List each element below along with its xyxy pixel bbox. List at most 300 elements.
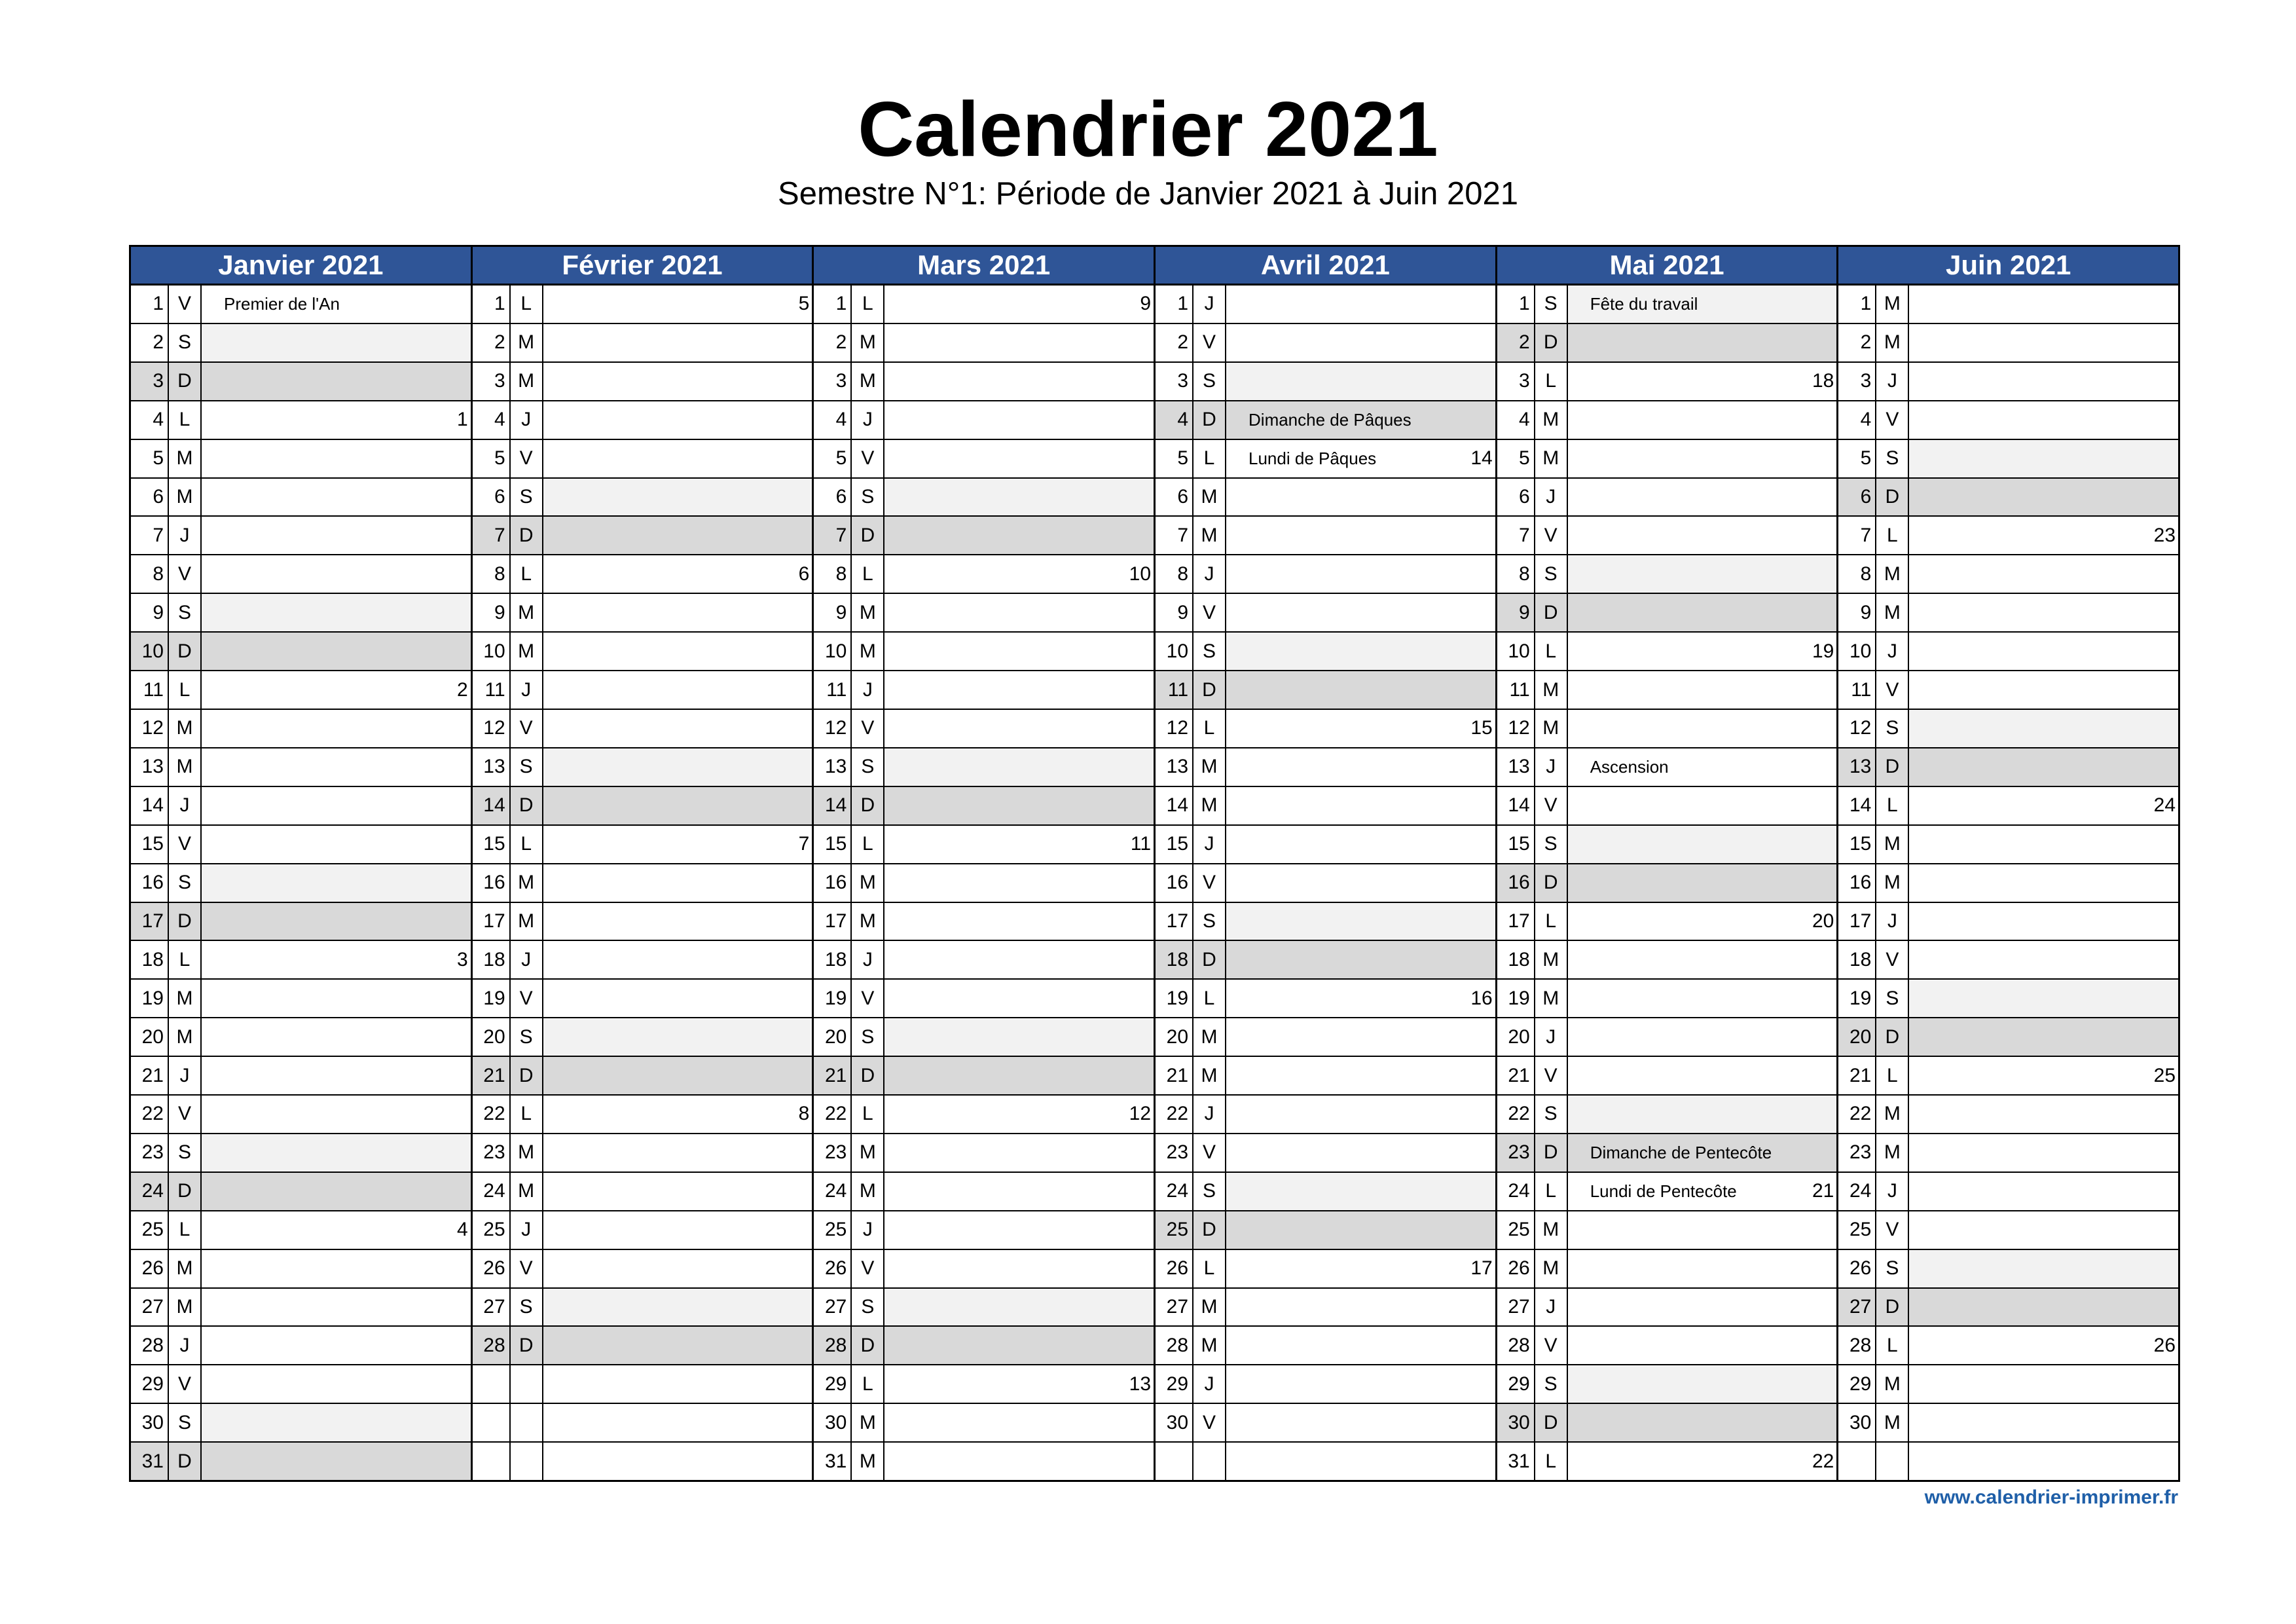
day-number: 19 — [1166, 987, 1189, 1009]
day-number: 3 — [1177, 370, 1189, 392]
day-row — [1497, 517, 1837, 555]
day-number: 30 — [141, 1411, 164, 1433]
weekday-letter: M — [850, 363, 883, 400]
day-row — [1156, 710, 1495, 748]
day-row — [1497, 633, 1837, 671]
day-row — [1838, 1250, 2178, 1289]
day-number: 17 — [824, 910, 847, 932]
day-info — [200, 980, 471, 1017]
day-info — [883, 1365, 1154, 1403]
day-number: 9 — [494, 601, 505, 623]
day-row — [1838, 594, 2178, 633]
empty-row — [1838, 1443, 2178, 1480]
day-row — [814, 1250, 1154, 1289]
day-row — [1497, 1289, 1837, 1327]
day-info — [883, 479, 1154, 516]
weekday-letter: V — [1192, 864, 1225, 902]
day-row — [814, 710, 1154, 748]
day-info — [1908, 1057, 2178, 1094]
day-info — [1225, 1211, 1495, 1249]
week-number: 12 — [1129, 1103, 1152, 1125]
day-number: 12 — [1849, 717, 1872, 739]
day-info — [1908, 1250, 2178, 1287]
day-row — [814, 671, 1154, 710]
day-number: 27 — [824, 1296, 847, 1318]
weekday-letter: J — [168, 517, 200, 554]
day-info — [1225, 826, 1495, 863]
day-info — [200, 671, 471, 709]
weekday-letter: M — [1534, 1211, 1567, 1249]
month-header: Février 2021 — [473, 247, 812, 286]
day-info — [200, 1327, 471, 1364]
day-info — [1567, 1404, 1837, 1441]
day-info — [1225, 1018, 1495, 1056]
day-info — [542, 324, 812, 361]
day-number: 16 — [141, 872, 164, 894]
week-number: 1 — [456, 409, 468, 431]
day-number: 10 — [1508, 640, 1530, 662]
week-number: 3 — [456, 948, 468, 970]
weekday-letter — [509, 1443, 542, 1480]
day-info — [883, 1404, 1154, 1441]
day-row — [1156, 1096, 1495, 1134]
day-info — [200, 633, 471, 670]
day-number: 18 — [1849, 948, 1872, 970]
day-number — [473, 1365, 509, 1403]
day-row — [814, 1134, 1154, 1173]
day-number: 29 — [1508, 1373, 1530, 1395]
weekday-letter: S — [509, 748, 542, 786]
day-number: 10 — [1849, 640, 1872, 662]
day-info — [1908, 1173, 2178, 1210]
day-row — [814, 633, 1154, 671]
day-number: 9 — [1860, 601, 1872, 623]
weekday-letter: M — [850, 633, 883, 670]
day-number: 17 — [1849, 910, 1872, 932]
weekday-letter: J — [1875, 903, 1908, 940]
weekday-letter: V — [168, 1365, 200, 1403]
weekday-letter: V — [850, 710, 883, 747]
day-row — [814, 1404, 1154, 1443]
weekday-letter: M — [1534, 710, 1567, 747]
weekday-letter: L — [850, 555, 883, 593]
weekday-letter: D — [168, 1443, 200, 1480]
day-number: 3 — [1519, 370, 1530, 392]
day-info — [200, 479, 471, 516]
day-info — [1908, 748, 2178, 786]
day-info — [1908, 941, 2178, 978]
weekday-letter: M — [1534, 401, 1567, 439]
day-info — [200, 1057, 471, 1094]
day-row — [1838, 286, 2178, 324]
weekday-letter: D — [1875, 1289, 1908, 1326]
day-number: 7 — [153, 524, 164, 546]
day-number: 25 — [483, 1219, 505, 1241]
weekday-letter: D — [1534, 864, 1567, 902]
day-number: 23 — [824, 1141, 847, 1164]
day-info — [1567, 286, 1837, 323]
day-row — [1156, 826, 1495, 864]
month-days — [1838, 286, 2178, 1480]
day-info — [1908, 864, 2178, 902]
day-info — [200, 1018, 471, 1056]
day-number: 21 — [1508, 1064, 1530, 1086]
day-row — [1497, 671, 1837, 710]
day-row — [1156, 941, 1495, 980]
day-row — [473, 401, 812, 440]
day-number: 20 — [141, 1025, 164, 1048]
day-info — [1908, 671, 2178, 709]
day-row — [814, 401, 1154, 440]
day-info — [1908, 594, 2178, 631]
month-column — [1836, 247, 2178, 1480]
weekday-letter: M — [168, 980, 200, 1017]
weekday-letter: L — [168, 941, 200, 978]
day-row — [1156, 671, 1495, 710]
month-days — [131, 286, 471, 1480]
weekday-letter: S — [168, 1134, 200, 1172]
day-row — [1497, 594, 1837, 633]
weekday-letter: J — [850, 671, 883, 709]
day-row — [131, 1289, 471, 1327]
day-row — [1497, 1211, 1837, 1250]
day-row — [131, 517, 471, 555]
weekday-letter: M — [168, 748, 200, 786]
day-number: 1 — [1860, 293, 1872, 315]
weekday-letter: J — [1192, 1096, 1225, 1133]
weekday-letter: M — [509, 633, 542, 670]
day-number: 22 — [483, 1103, 505, 1125]
day-info — [1908, 1096, 2178, 1133]
day-info — [1225, 1404, 1495, 1441]
weekday-letter: V — [509, 440, 542, 477]
day-row — [1497, 1057, 1837, 1096]
weekday-letter: S — [850, 1289, 883, 1326]
day-number: 24 — [824, 1180, 847, 1202]
day-info — [200, 1134, 471, 1172]
holiday-label: Lundi de Pâques — [1248, 448, 1377, 468]
week-number: 10 — [1129, 563, 1152, 585]
day-number: 19 — [1849, 987, 1872, 1009]
weekday-letter: L — [1192, 440, 1225, 477]
day-info — [1908, 324, 2178, 361]
day-row — [1497, 903, 1837, 942]
weekday-letter: M — [1875, 1404, 1908, 1441]
day-number: 16 — [1497, 864, 1534, 902]
weekday-letter: S — [1875, 980, 1908, 1017]
weekday-letter: J — [1192, 1365, 1225, 1403]
weekday-letter: J — [1875, 363, 1908, 400]
day-row — [1156, 903, 1495, 942]
week-number: 15 — [1470, 717, 1493, 739]
day-row — [473, 1134, 812, 1173]
day-row — [814, 864, 1154, 903]
day-row — [131, 1365, 471, 1404]
day-row — [1497, 710, 1837, 748]
weekday-letter: L — [1534, 633, 1567, 670]
day-row — [473, 479, 812, 517]
weekday-letter: S — [1534, 1365, 1567, 1403]
day-info — [1225, 517, 1495, 554]
day-row — [814, 1327, 1154, 1365]
day-info — [1908, 1404, 2178, 1441]
month-header: Janvier 2021 — [131, 247, 471, 286]
day-row — [1838, 1057, 2178, 1096]
weekday-letter: D — [168, 633, 200, 670]
weekday-letter — [1875, 1443, 1908, 1480]
day-row — [1838, 1211, 2178, 1250]
day-number: 28 — [1508, 1334, 1530, 1356]
day-row — [1838, 1404, 2178, 1443]
day-number: 20 — [824, 1025, 847, 1048]
day-row — [131, 633, 471, 671]
day-row — [814, 1289, 1154, 1327]
day-info — [1908, 1327, 2178, 1364]
weekday-letter: M — [1875, 864, 1908, 902]
day-number: 5 — [1519, 447, 1530, 470]
day-info — [1567, 1327, 1837, 1364]
weekday-letter: M — [1534, 941, 1567, 978]
weekday-letter: M — [850, 1404, 883, 1441]
day-info — [1567, 1289, 1837, 1326]
day-info — [1908, 1211, 2178, 1249]
day-number: 8 — [835, 563, 847, 585]
day-info — [1567, 1173, 1837, 1210]
weekday-letter: M — [1875, 594, 1908, 631]
day-number: 17 — [131, 903, 168, 940]
day-row — [1497, 401, 1837, 440]
day-info — [883, 980, 1154, 1017]
day-number: 26 — [1166, 1257, 1189, 1280]
weekday-letter: V — [1192, 1134, 1225, 1172]
day-info — [1225, 1289, 1495, 1326]
day-info — [1225, 633, 1495, 670]
day-row — [1838, 324, 2178, 363]
day-row — [1156, 517, 1495, 555]
day-info — [200, 324, 471, 361]
day-info — [542, 1018, 812, 1056]
weekday-letter: M — [509, 1134, 542, 1172]
weekday-letter: S — [168, 594, 200, 631]
weekday-letter: J — [168, 1057, 200, 1094]
day-number: 16 — [483, 872, 505, 894]
day-row — [473, 1018, 812, 1057]
weekday-letter: V — [1875, 941, 1908, 978]
day-number: 8 — [1860, 563, 1872, 585]
day-number: 31 — [131, 1443, 168, 1480]
day-number: 23 — [1166, 1141, 1189, 1164]
day-info — [200, 555, 471, 593]
weekday-letter: J — [1192, 286, 1225, 323]
weekday-letter: M — [168, 440, 200, 477]
day-row — [1497, 1404, 1837, 1443]
day-info — [200, 903, 471, 940]
day-row — [1497, 1173, 1837, 1211]
weekday-letter: D — [850, 1057, 883, 1094]
day-row — [1497, 324, 1837, 363]
day-info — [1567, 594, 1837, 631]
day-info — [1908, 363, 2178, 400]
weekday-letter — [509, 1365, 542, 1403]
day-info — [1908, 980, 2178, 1017]
day-info — [1567, 363, 1837, 400]
day-row — [814, 594, 1154, 633]
weekday-letter: J — [1875, 633, 1908, 670]
day-number: 2 — [1177, 331, 1189, 354]
day-number: 2 — [835, 331, 847, 354]
empty-row — [473, 1365, 812, 1404]
weekday-letter: D — [1534, 594, 1567, 631]
day-info — [1567, 941, 1837, 978]
day-row — [1156, 479, 1495, 517]
day-row — [1497, 440, 1837, 479]
day-number: 15 — [1166, 833, 1189, 855]
holiday-label: Premier de l'An — [224, 293, 340, 314]
day-number: 25 — [1156, 1211, 1192, 1249]
weekday-letter: L — [509, 826, 542, 863]
weekday-letter: D — [509, 1057, 542, 1094]
day-row — [1838, 864, 2178, 903]
weekday-letter: D — [1192, 401, 1225, 439]
weekday-letter: S — [168, 1404, 200, 1441]
day-row — [1838, 633, 2178, 671]
day-info — [883, 787, 1154, 824]
day-number: 11 — [1851, 678, 1872, 701]
day-info — [542, 555, 812, 593]
day-info — [1225, 286, 1495, 323]
holiday-label: Fête du travail — [1590, 293, 1698, 314]
weekday-letter: S — [1875, 710, 1908, 747]
weekday-letter: L — [1875, 787, 1908, 824]
day-info — [883, 671, 1154, 709]
day-info — [1908, 1365, 2178, 1403]
week-number: 8 — [798, 1103, 810, 1125]
weekday-letter: L — [1875, 1327, 1908, 1364]
day-row — [1156, 555, 1495, 594]
day-number: 11 — [484, 678, 505, 701]
weekday-letter: S — [509, 1289, 542, 1326]
day-number: 10 — [483, 640, 505, 662]
day-number: 11 — [826, 678, 847, 701]
day-info — [200, 363, 471, 400]
day-row — [131, 1096, 471, 1134]
day-number: 28 — [814, 1327, 850, 1364]
holiday-label: Lundi de Pentecôte — [1590, 1181, 1737, 1201]
day-row — [1156, 286, 1495, 324]
weekday-letter: M — [850, 903, 883, 940]
day-row — [131, 1327, 471, 1365]
day-number: 8 — [1177, 563, 1189, 585]
day-info — [1908, 1443, 2178, 1480]
day-row — [473, 517, 812, 555]
weekday-letter: D — [1875, 1018, 1908, 1056]
day-row — [131, 1404, 471, 1443]
day-info — [1908, 903, 2178, 940]
week-number: 7 — [798, 833, 810, 855]
day-row — [1838, 941, 2178, 980]
day-row — [473, 748, 812, 787]
day-number: 20 — [483, 1025, 505, 1048]
day-number: 13 — [824, 756, 847, 778]
weekday-letter: M — [1875, 1096, 1908, 1133]
day-info — [542, 1365, 812, 1403]
day-info — [542, 1327, 812, 1364]
weekday-letter: M — [1875, 826, 1908, 863]
weekday-letter: V — [1534, 787, 1567, 824]
day-info — [542, 1404, 812, 1441]
weekday-letter: V — [850, 980, 883, 1017]
day-row — [1156, 1250, 1495, 1289]
day-row — [131, 1134, 471, 1173]
day-row — [1497, 864, 1837, 903]
week-number: 17 — [1470, 1257, 1493, 1280]
day-info — [542, 787, 812, 824]
day-info — [1225, 1365, 1495, 1403]
day-number: 14 — [1508, 794, 1530, 817]
day-row — [1838, 440, 2178, 479]
day-number: 21 — [814, 1057, 850, 1094]
day-number: 20 — [1166, 1025, 1189, 1048]
day-info — [883, 555, 1154, 593]
day-row — [1156, 1365, 1495, 1404]
weekday-letter: J — [850, 401, 883, 439]
weekday-letter: D — [1192, 941, 1225, 978]
day-info — [1567, 864, 1837, 902]
day-row — [814, 748, 1154, 787]
day-row — [473, 787, 812, 826]
day-row — [814, 787, 1154, 826]
weekday-letter: M — [509, 594, 542, 631]
day-info — [1225, 1173, 1495, 1210]
day-number: 12 — [1166, 717, 1189, 739]
day-info — [883, 826, 1154, 863]
day-row — [1838, 980, 2178, 1018]
day-number: 3 — [1860, 370, 1872, 392]
day-info — [883, 1250, 1154, 1287]
day-info — [542, 517, 812, 554]
week-number: 26 — [2153, 1334, 2176, 1356]
day-number: 7 — [1519, 524, 1530, 546]
day-row — [473, 363, 812, 401]
month-header: Avril 2021 — [1156, 247, 1495, 286]
day-info — [542, 710, 812, 747]
day-info — [542, 1057, 812, 1094]
day-info — [1908, 401, 2178, 439]
day-row — [131, 1443, 471, 1480]
day-row — [1838, 1096, 2178, 1134]
day-number: 2 — [1860, 331, 1872, 354]
holiday-label: Ascension — [1590, 756, 1669, 777]
day-row — [131, 1211, 471, 1250]
day-info — [200, 1443, 471, 1480]
day-row — [1497, 1443, 1837, 1480]
weekday-letter: V — [850, 440, 883, 477]
day-row — [473, 864, 812, 903]
day-row — [814, 286, 1154, 324]
day-info — [542, 363, 812, 400]
day-row — [131, 594, 471, 633]
weekday-letter: M — [1192, 1327, 1225, 1364]
weekday-letter: D — [1534, 1404, 1567, 1441]
day-row — [1497, 748, 1837, 787]
day-row — [1497, 286, 1837, 324]
day-info — [1908, 1134, 2178, 1172]
weekday-letter: M — [1534, 671, 1567, 709]
website-link[interactable]: www.calendrier-imprimer.fr — [1924, 1486, 2178, 1508]
day-info — [200, 594, 471, 631]
week-number: 21 — [1812, 1180, 1834, 1202]
month-column — [812, 247, 1154, 1480]
